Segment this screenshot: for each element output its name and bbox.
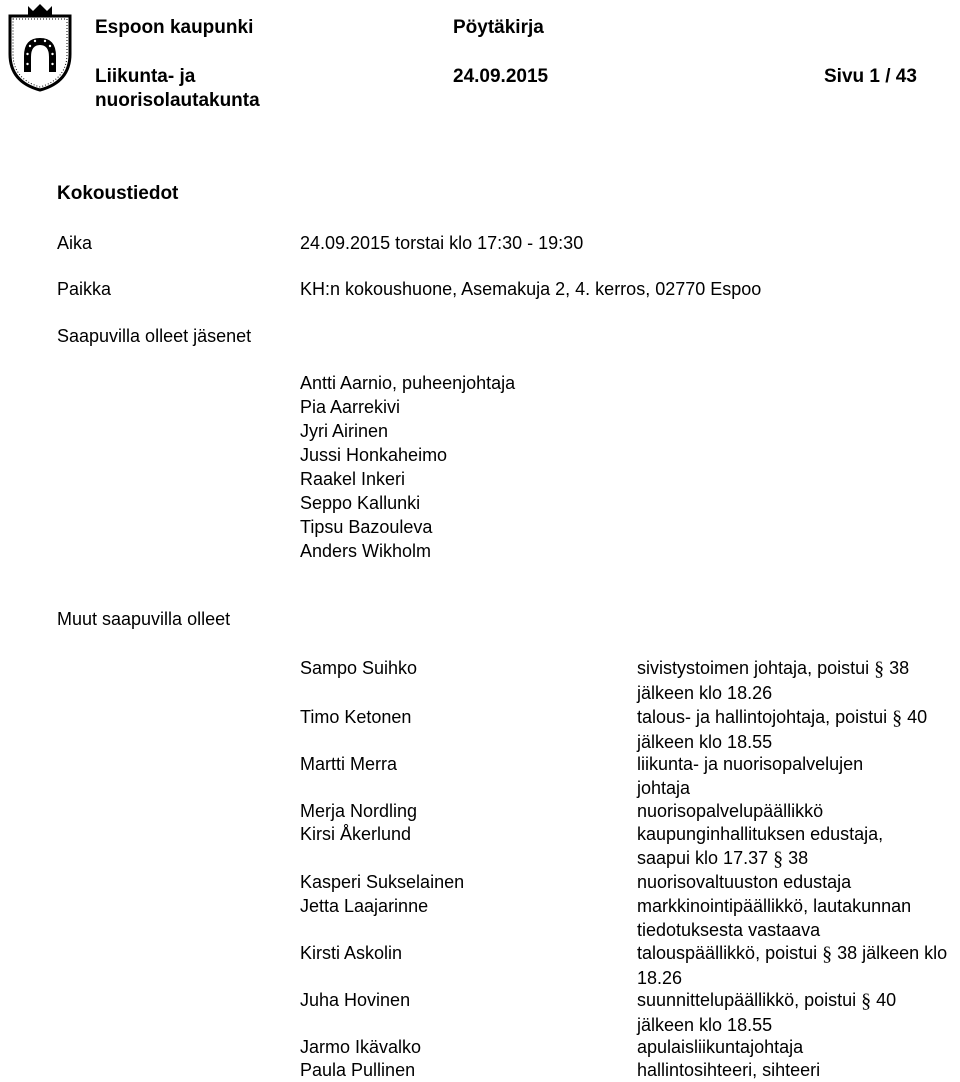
member-name: Pia Aarrekivi [300, 397, 401, 417]
board-name-line2: nuorisolautakunta [95, 90, 260, 111]
attendee-name: Martti Merra [300, 754, 398, 774]
role-text: nuorisovaltuuston edustaja [637, 872, 852, 892]
board-name-line1: Liikunta- ja [95, 66, 196, 87]
role-text: talous- ja hallintojohtaja, poistui [637, 707, 893, 727]
attendee-role [637, 988, 947, 1037]
attendee-name: Kirsi Åkerlund [300, 824, 412, 844]
meeting-date: 24.09.2015 [453, 66, 549, 87]
others-label: Muut saapuvilla olleet [57, 609, 231, 629]
time-value: 24.09.2015 torstai klo 17:30 - 19:30 [300, 233, 584, 253]
member-name: Jussi Honkaheimo [300, 445, 448, 465]
role-text: kaupunginhallituksen edustaja, saapui klo 17.37 [637, 824, 884, 868]
members-label: Saapuvilla olleet jäsenet [57, 326, 252, 346]
member-name: Tipsu Bazouleva [300, 517, 433, 537]
org-name: Espoon kaupunki [95, 17, 254, 38]
attendee-name: Jarmo Ikävalko [300, 1037, 422, 1057]
role-text: nuorisopalvelupäällikkö [637, 801, 824, 821]
attendee-role [637, 822, 927, 871]
espoo-coat-of-arms-logo [4, 2, 76, 92]
member-name: Jyri Airinen [300, 421, 389, 441]
attendee-role [637, 870, 960, 894]
members-list [300, 371, 515, 563]
role-text: liikunta- ja nuorisopalvelujen johtaja [637, 754, 864, 798]
time-label: Aika [57, 233, 93, 253]
role-text: 40 jälkeen klo 18.55 [637, 990, 897, 1035]
attendee-role [637, 1035, 960, 1059]
attendee-name: Sampo Suihko [300, 658, 418, 678]
document-type: Pöytäkirja [453, 17, 544, 38]
attendee-name: Kirsti Askolin [300, 943, 403, 963]
role-text: 40 jälkeen klo 18.55 [637, 707, 928, 752]
section-sign: § [773, 848, 784, 870]
attendee-name: Kasperi Sukselainen [300, 872, 465, 892]
attendee-name: Paula Pullinen [300, 1060, 416, 1080]
member-name: Anders Wikholm [300, 541, 432, 561]
attendee-role [637, 1058, 960, 1082]
attendee-name: Jetta Laajarinne [300, 896, 429, 916]
member-name: Seppo Kallunki [300, 493, 421, 513]
role-text: sivistystoimen johtaja, poistui [637, 658, 875, 678]
role-text: apulaisliikuntajohtaja [637, 1037, 804, 1057]
member-name: Raakel Inkeri [300, 469, 406, 489]
place-label: Paikka [57, 279, 112, 299]
attendee-role [637, 752, 907, 800]
attendee-role [637, 656, 960, 705]
attendee-name: Juha Hovinen [300, 990, 411, 1010]
attendee-role [637, 799, 960, 823]
role-text: markkinointipäällikkö, lautakunnan tiedotuksesta vastaava [637, 896, 912, 940]
section-sign: § [874, 658, 885, 680]
attendee-name: Timo Ketonen [300, 707, 412, 727]
member-name: Antti Aarnio, puheenjohtaja [300, 373, 516, 393]
role-text: hallintosihteeri, sihteeri [637, 1060, 821, 1080]
attendee-role [637, 941, 960, 990]
page-number: Sivu 1 / 43 [824, 66, 917, 87]
section-sign: § [822, 943, 833, 965]
attendee-role [637, 894, 960, 942]
attendee-role [637, 705, 960, 754]
section-sign: § [861, 990, 872, 1012]
role-text: 38 jälkeen klo 18.26 [637, 943, 948, 988]
role-text: talouspäällikkö, poistui [637, 943, 823, 963]
place-value: KH:n kokoushuone, Asemakuja 2, 4. kerros, 02770 Espoo [300, 279, 762, 299]
role-text: 38 jälkeen klo 18.26 [637, 658, 910, 703]
attendee-name: Merja Nordling [300, 801, 418, 821]
section-sign: § [892, 707, 903, 729]
role-text: 38 [783, 848, 809, 868]
section-title: Kokoustiedot [57, 183, 179, 204]
role-text: suunnittelupäällikkö, poistui [637, 990, 862, 1010]
